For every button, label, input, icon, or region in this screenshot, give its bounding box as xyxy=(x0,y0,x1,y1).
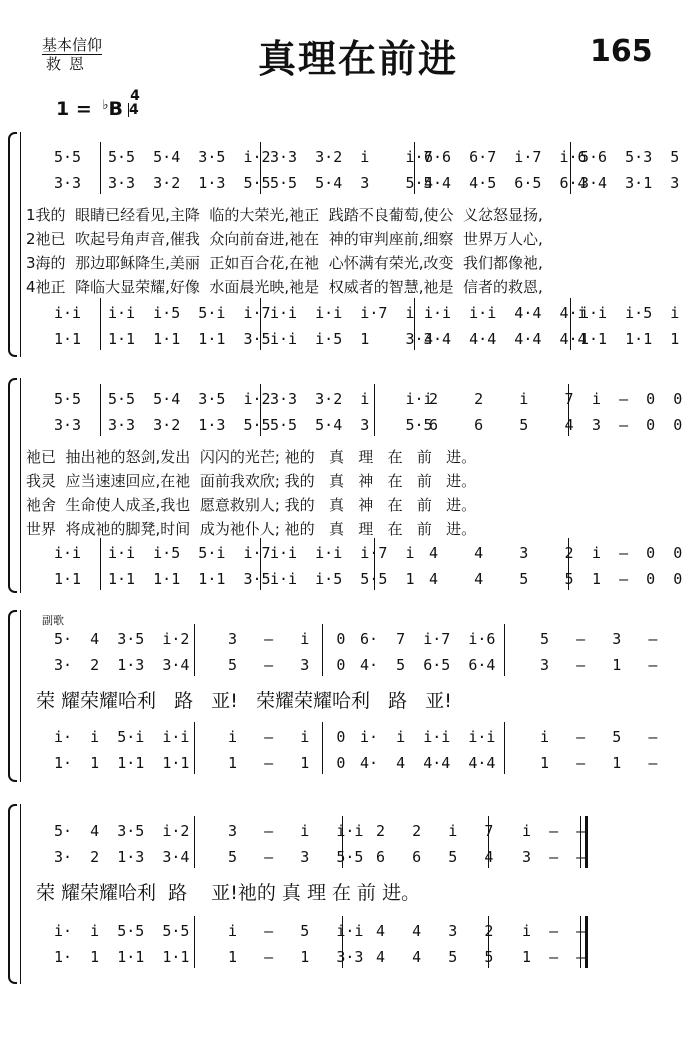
measure: i·i i·5 5·i i·7 xyxy=(108,544,271,562)
staff-alto xyxy=(24,174,688,192)
lyric-verse-3: 祂舍 生命使人成圣,我也 愿意救别人; 我的 真 神 在 前 进。 xyxy=(26,496,477,514)
barline xyxy=(414,142,415,194)
barline xyxy=(322,722,323,774)
system-4 xyxy=(8,804,688,984)
staff-bass xyxy=(24,570,688,588)
measure: 3·3 3·2 1·3 5·5 xyxy=(108,416,271,434)
measure: 3·3 3·2 i i·i xyxy=(270,390,433,408)
measure: i – i 0 xyxy=(228,728,346,746)
barline xyxy=(100,538,101,590)
measure: i·i i·5 i xyxy=(580,304,680,322)
barline xyxy=(260,298,261,350)
measure: 3 – 1 – xyxy=(540,656,658,674)
system-2 xyxy=(8,378,688,593)
final-barline-thick xyxy=(585,916,588,968)
staff-tenor xyxy=(24,728,688,746)
measure-pickup: 1·1 xyxy=(54,330,82,348)
barline xyxy=(322,624,323,676)
key-signature xyxy=(56,98,123,120)
measure: 5 – 3 – xyxy=(540,630,658,648)
measure: i – 0 0 xyxy=(592,390,683,408)
barline xyxy=(414,298,415,350)
measure: 3· 2 1·3 3·4 xyxy=(54,848,190,866)
staff-alto xyxy=(24,656,688,674)
barline xyxy=(260,384,261,436)
measure: i·i i·5 1 3·3 xyxy=(270,330,433,348)
measure: i – 0 0 xyxy=(592,544,683,562)
measure: 4 4 3 2 xyxy=(376,922,494,940)
system-brace xyxy=(8,804,17,984)
barline xyxy=(260,538,261,590)
barline xyxy=(100,298,101,350)
measure-pickup: 5·5 xyxy=(54,390,82,408)
lyric-verse-3: 3海的 那边耶稣降生,美丽 正如百合花,在祂 心怀满有荣光,改变 我们都像祂, xyxy=(26,254,543,272)
measure: 5 – 3 5·5 xyxy=(228,848,364,866)
time-signature xyxy=(128,88,142,118)
barline xyxy=(570,298,571,350)
system-3-chorus xyxy=(8,610,688,782)
hymn-number: 165 xyxy=(590,34,653,69)
lyric-chorus: 荣 耀荣耀哈利 路 亚! 荣耀荣耀哈利 路 亚! xyxy=(36,690,452,712)
system-1 xyxy=(8,132,688,357)
staff-bass xyxy=(24,948,688,966)
measure-pickup: 3·3 xyxy=(54,174,82,192)
system-brace xyxy=(8,378,17,593)
measure: i· i i·i i·i xyxy=(360,728,496,746)
barline xyxy=(194,722,195,774)
measure-pickup: 3·3 xyxy=(54,416,82,434)
staff-bass xyxy=(24,754,688,772)
measure-pickup: i·i xyxy=(54,544,82,562)
lyric-verse-2: 我灵 应当速速回应,在祂 面前我欢欣; 我的 真 神 在 前 进。 xyxy=(26,472,477,490)
final-barline-thin xyxy=(580,816,581,868)
barline xyxy=(488,816,489,868)
staff-tenor xyxy=(24,544,688,562)
system-line xyxy=(20,804,21,984)
staff-alto xyxy=(24,848,688,866)
flat-sign: ♭ xyxy=(102,98,109,113)
measure: 4· 4 4·4 4·4 xyxy=(360,754,496,772)
barline xyxy=(568,538,569,590)
measure: 5 – 3 0 xyxy=(228,656,346,674)
barline xyxy=(374,384,375,436)
measure: 5· 4 3·5 i·2 xyxy=(54,822,190,840)
measure: i – – xyxy=(522,822,586,840)
measure: 4· 5 6·5 6·4 xyxy=(360,656,496,674)
measure: 3·3 3·2 1·3 5·5 xyxy=(108,174,271,192)
measure: i·i i·i 4·4 4·i xyxy=(424,304,587,322)
barline xyxy=(342,816,343,868)
lyric-verse-4: 4祂正 降临大显荣耀,好像 水面晨光映,祂是 权威者的智慧,祂是 信者的救恩, xyxy=(26,278,543,296)
measure: 3 – – xyxy=(522,848,586,866)
time-bottom: 4 xyxy=(129,102,139,118)
system-line xyxy=(20,610,21,782)
category-label xyxy=(42,36,102,73)
staff-bass xyxy=(24,330,688,348)
lyric-verse-1: 1我的 眼睛已经看见,主降 临的大荣光,祂正 践踏不良葡萄,使公 义忿怒显扬, xyxy=(26,206,543,224)
barline xyxy=(260,142,261,194)
lyric-final: 荣 耀荣耀哈利 路 亚!祂的 真 理 在 前 进。 xyxy=(36,882,421,904)
measure: 5·6 5·3 5 xyxy=(580,148,680,166)
chorus-label: 副歌 xyxy=(42,614,64,627)
staff-alto xyxy=(24,416,688,434)
barline xyxy=(504,722,505,774)
lyric-verse-2: 2祂已 吹起号角声音,催我 众向前奋进,祂在 神的审判座前,细察 世界万人心, xyxy=(26,230,543,248)
key-prefix: 1 = xyxy=(56,98,99,120)
measure: 4 4 5 5 xyxy=(429,570,574,588)
key-letter: B xyxy=(108,98,123,120)
measure-pickup: 1·1 xyxy=(54,570,82,588)
measure: 1 – 0 0 xyxy=(592,570,683,588)
measure: 6 6 5 4 xyxy=(376,848,494,866)
measure: 6· 7 i·7 i·6 xyxy=(360,630,496,648)
measure: 3·3 3·2 i i·7 xyxy=(270,148,433,166)
time-top: 4 xyxy=(130,88,140,104)
measure: 4·4 4·5 6·5 6·4 xyxy=(424,174,587,192)
measure: 5·5 5·4 3·5 i·2 xyxy=(108,390,271,408)
barline xyxy=(374,538,375,590)
measure: 5·5 5·4 3 5·5 xyxy=(270,174,433,192)
barline xyxy=(504,624,505,676)
page-title: 真理在前进 xyxy=(258,37,459,81)
measure: 3 – i 0 xyxy=(228,630,346,648)
measure: 3· 2 1·3 3·4 xyxy=(54,656,190,674)
barline xyxy=(194,916,195,968)
measure: 1· 1 1·1 1·1 xyxy=(54,754,190,772)
measure: i·i i·5 5·i i·7 xyxy=(108,304,271,322)
measure: i· i 5·5 5·5 xyxy=(54,922,190,940)
measure: 1·1 1·1 1 xyxy=(580,330,680,348)
barline xyxy=(342,916,343,968)
measure: 1 – 1 0 xyxy=(228,754,346,772)
measure: 1· 1 1·1 1·1 xyxy=(54,948,190,966)
final-barline-thick xyxy=(585,816,588,868)
barline xyxy=(570,142,571,194)
category-line2: 救恩 xyxy=(46,55,93,73)
measure: 5·5 5·4 3·5 i·2 xyxy=(108,148,271,166)
measure-pickup: i·i xyxy=(54,304,82,322)
measure: 5·5 5·4 3 5·5 xyxy=(270,416,433,434)
barline xyxy=(568,384,569,436)
staff-soprano xyxy=(24,390,688,408)
staff-tenor xyxy=(24,304,688,322)
measure: 3 – i i·i xyxy=(228,822,364,840)
measure: 2 2 i 7 xyxy=(429,390,574,408)
category-line1: 基本信仰 xyxy=(42,36,103,54)
system-line xyxy=(20,132,21,357)
barline xyxy=(100,142,101,194)
measure: i·i i·i i·7 i xyxy=(270,544,415,562)
measure: 3 – 0 0 xyxy=(592,416,683,434)
measure: i – 5 – xyxy=(540,728,658,746)
barline xyxy=(100,384,101,436)
lyric-verse-1: 祂已 抽出祂的怒剑,发出 闪闪的光芒; 祂的 真 理 在 前 进。 xyxy=(26,448,477,466)
measure: 1 – 1 – xyxy=(540,754,658,772)
measure: i – 5 i·i xyxy=(228,922,364,940)
measure: i·i i·5 5·5 1 xyxy=(270,570,415,588)
barline xyxy=(488,916,489,968)
staff-tenor xyxy=(24,922,688,940)
lyric-verse-4: 世界 将成祂的脚凳,时间 成为祂仆人; 祂的 真 理 在 前 进。 xyxy=(26,520,477,538)
measure: i·i i·i i·7 i xyxy=(270,304,415,322)
staff-soprano xyxy=(24,148,688,166)
staff-soprano xyxy=(24,822,688,840)
measure: 6 6 5 4 xyxy=(429,416,574,434)
measure: 6·6 6·7 i·7 i·6 xyxy=(424,148,587,166)
measure: i – – xyxy=(522,922,586,940)
measure: 1 – – xyxy=(522,948,586,966)
measure: 3·4 3·1 3 xyxy=(580,174,680,192)
system-line xyxy=(20,378,21,593)
measure: 2 2 i 7 xyxy=(376,822,494,840)
system-brace xyxy=(8,132,17,357)
measure: 5· 4 3·5 i·2 xyxy=(54,630,190,648)
measure: 1·1 1·1 1·1 3·5 xyxy=(108,570,271,588)
barline xyxy=(194,624,195,676)
final-barline-thin xyxy=(580,916,581,968)
measure: 1 – 1 3·3 xyxy=(228,948,364,966)
measure-pickup: 5·5 xyxy=(54,148,82,166)
barline xyxy=(194,816,195,868)
measure: 1·1 1·1 1·1 3·5 xyxy=(108,330,271,348)
staff-soprano xyxy=(24,630,688,648)
measure: 4·4 4·4 4·4 4·4 xyxy=(424,330,587,348)
measure: i· i 5·i i·i xyxy=(54,728,190,746)
system-brace xyxy=(8,610,17,782)
measure: 4 4 3 2 xyxy=(429,544,574,562)
measure: 4 4 5 5 xyxy=(376,948,494,966)
